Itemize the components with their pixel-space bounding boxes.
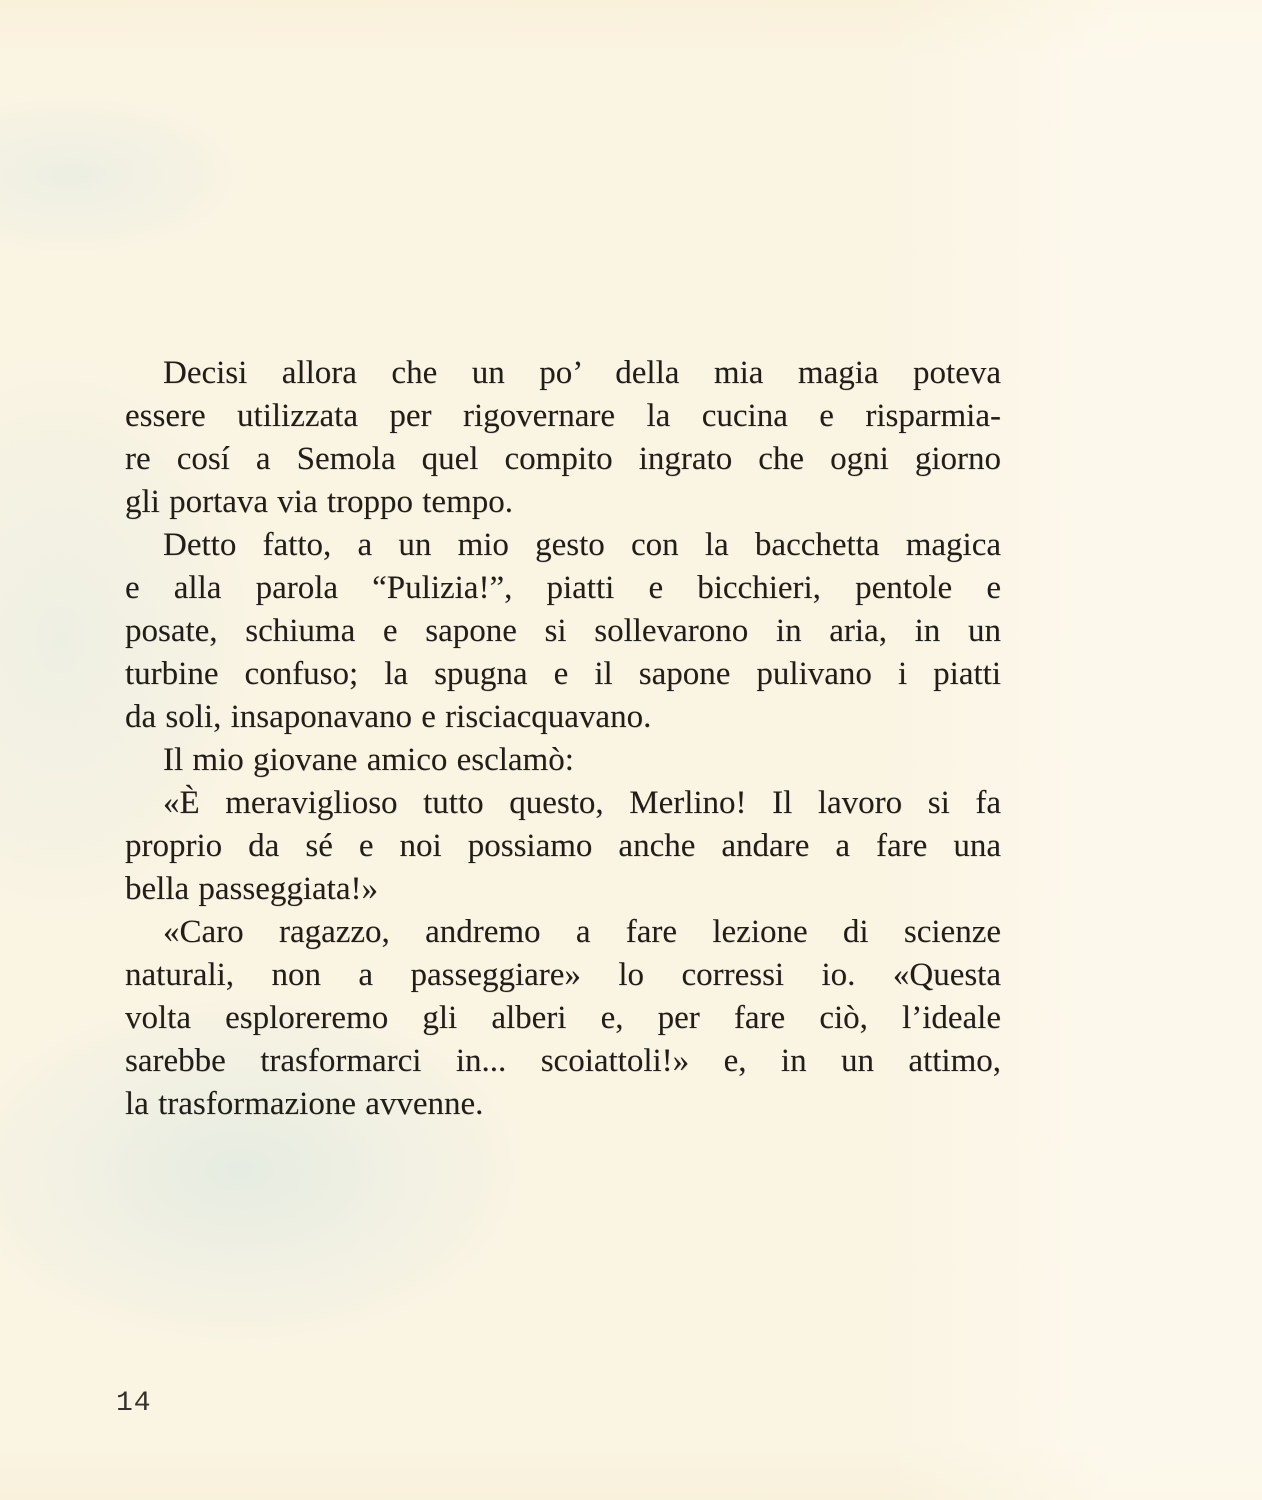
text-line: gli portava via troppo tempo. [125,484,513,520]
text-line: la trasformazione avvenne. [125,1086,484,1122]
paragraph [125,911,1001,1126]
text-block [125,352,1001,1126]
paragraph [125,739,1001,782]
paragraph [125,782,1001,911]
text-line: sarebbe trasformarci in... scoiattoli!» e, in un attimo, [125,1043,1001,1079]
text-line: volta esploreremo gli alberi e, per fare ciò, l’ideale [125,1000,1001,1036]
text-line: Il mio giovane amico esclamò: [163,742,574,778]
text-line: re cosí a Semola quel compito ingrato che ogni giorno [125,441,1001,477]
page-number: 14 [116,1388,152,1419]
text-line: da soli, insaponavano e risciacquavano. [125,699,652,735]
text-line: turbine confuso; la spugna e il sapone pulivano i piatti [125,656,1001,692]
text-line: bella passeggiata!» [125,871,378,907]
text-line: proprio da sé e noi possiamo anche andare a fare una [125,828,1001,864]
text-line: Detto fatto, a un mio gesto con la bacchetta magica [163,527,1001,563]
text-line: Decisi allora che un po’ della mia magia poteva [163,355,1001,391]
text-line: «Caro ragazzo, andremo a fare lezione di scienze [163,914,1001,950]
text-line: essere utilizzata per rigovernare la cucina e risparmia- [125,398,1001,434]
paragraph [125,524,1001,739]
text-line: naturali, non a passeggiare» lo corressi io. «Questa [125,957,1001,993]
paragraph [125,352,1001,524]
text-line: «È meraviglioso tutto questo, Merlino! Il lavoro si fa [163,785,1001,821]
text-line: e alla parola “Pulizia!”, piatti e bicchieri, pentole e [125,570,1001,606]
text-line: posate, schiuma e sapone si sollevarono in aria, in un [125,613,1001,649]
